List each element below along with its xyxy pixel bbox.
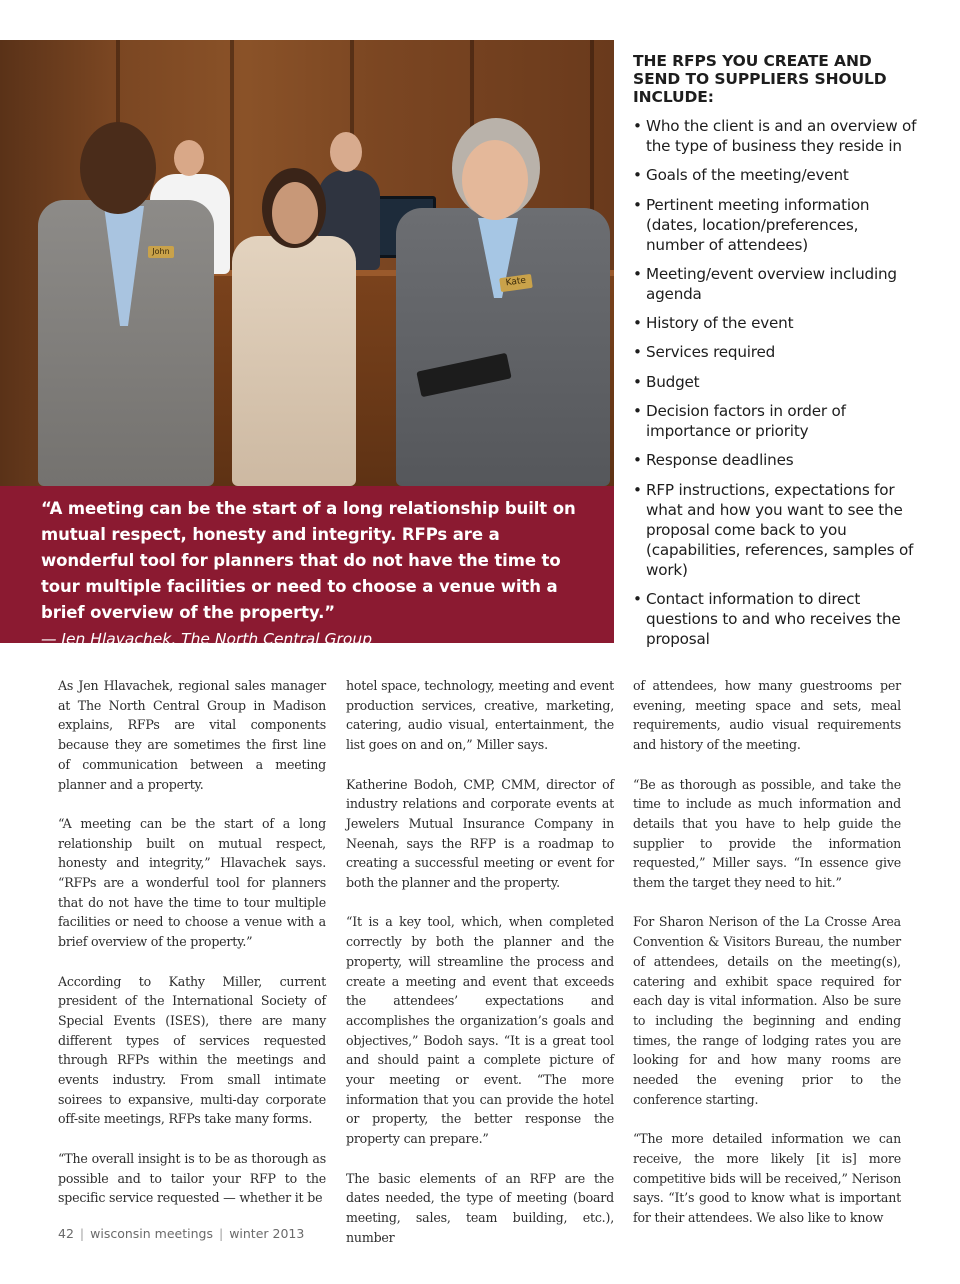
list-item: • RFP instructions, expectations for what and how you want to see the proposal come back to you (capabilities, references, samples of work) bbox=[633, 480, 914, 579]
checklist bbox=[633, 116, 918, 649]
pull-quote bbox=[0, 486, 614, 648]
paragraph: “It is a key tool, which, when completed correctly by both the planner and the property, will streamline the process and create a meeting and event that exceeds the attendees’ expectations and accomplishes the organization’s goals and objectives,” Bodoh says. “It is a great tool and should paint a complete picture of your meeting or event. “The more information that you can provide the hotel or property, the better response the property can prepare.” bbox=[346, 914, 614, 1147]
paragraph: The basic elements of an RFP are the dates needed, the type of meeting (board meeting, sales, team building, etc.), number bbox=[346, 1170, 614, 1245]
bullet-icon: • bbox=[633, 314, 642, 333]
pull-quote-attribution: — Jen Hlavachek, The North Central Group bbox=[41, 630, 373, 648]
rfp-checklist-sidebar bbox=[633, 52, 918, 658]
article-column-3 bbox=[633, 676, 901, 1247]
list-item: • Meeting/event overview including agenda bbox=[633, 264, 897, 303]
paragraph: As Jen Hlavachek, regional sales manager at The North Central Group in Madison explains, RFPs are vital components because they are sometimes the first line of communication between a meeting planner and a property. bbox=[58, 678, 326, 792]
sidebar-title: THE RFPS YOU CREATE AND SEND TO SUPPLIERS SHOULD INCLUDE: bbox=[633, 52, 887, 106]
paragraph: “Be as thorough as possible, and take the time to include as much information and details that you have to help guide the supplier to provide the information requested,” Miller says. “In essence give them the target they need to hit.” bbox=[633, 776, 901, 891]
paragraph: “A meeting can be the start of a long relationship built on mutual respect, honesty and integrity,” Hlavachek says. “RFPs are a wonderful tool for planners that do not have the time to tour multiple facilities or need to choose a venue with a brief overview of the property.” bbox=[58, 815, 326, 950]
bullet-icon: • bbox=[633, 264, 642, 283]
bullet-icon: • bbox=[633, 480, 642, 499]
footer-separator: | bbox=[79, 1226, 85, 1241]
paragraph: “The overall insight is to be as thorough as possible and to tailor your RFP to the specific service requested — whether it be bbox=[58, 1150, 326, 1206]
paragraph: “The more detailed information we can receive, the more likely [it is] more competitive bids will be received,” Nerison says. “It’s good to know what is important for their attendees. We also like to know bbox=[633, 1131, 901, 1225]
name-badge: Kate bbox=[499, 274, 533, 292]
pull-quote-text: “A meeting can be the start of a long relationship built on mutual respect, honesty and integrity. RFPs are a wonderful tool for planners that do not have the time to tour multiple facilities or need to choose a venue with a brief overview of the property.” bbox=[41, 499, 576, 622]
bullet-icon: • bbox=[633, 195, 642, 214]
list-item: • History of the event bbox=[633, 314, 794, 333]
list-item: • Goals of the meeting/event bbox=[633, 166, 849, 185]
list-item: • Who the client is and an overview of the type of business they reside in bbox=[633, 117, 917, 155]
footer-separator: | bbox=[218, 1226, 224, 1241]
list-item: • Pertinent meeting information (dates, location/preferences, number of attendees) bbox=[633, 195, 870, 254]
bullet-icon: • bbox=[633, 117, 642, 135]
page-footer bbox=[58, 1226, 304, 1241]
paragraph: For Sharon Nerison of the La Crosse Area Convention & Visitors Bureau, the number of attendees, details on the meeting(s), catering and exhibit space required for each day is vital information. Also be sure to including the beginning and ending times, the range of lodging rates you are looking for and how many rooms are needed the evening prior to the conference starting. bbox=[633, 914, 901, 1107]
paragraph: hotel space, technology, meeting and event production services, creative, marketing, catering, audio visual, entertainment, the list goes on and on,” Miller says. bbox=[346, 678, 614, 753]
bullet-icon: • bbox=[633, 372, 642, 391]
paragraph: According to Kathy Miller, current president of the International Society of Special Events (ISES), there are many different types of services requested through RFPs within the meetings and events industry. From small intimate soirees to expansive, multi-day corporate off-site meetings, RFPs take many forms. bbox=[58, 973, 326, 1127]
issue-date: winter 2013 bbox=[229, 1226, 305, 1241]
bullet-icon: • bbox=[633, 589, 642, 608]
article-column-1 bbox=[58, 676, 326, 1228]
list-item: • Decision factors in order of importance or priority bbox=[633, 402, 846, 441]
paragraph: Katherine Bodoh, CMP, CMM, director of industry relations and corporate events at Jewelers Mutual Insurance Company in Neenah, says the RFP is a roadmap to creating a successful meeting or event for both the planner and the property. bbox=[346, 776, 614, 891]
publication-name: wisconsin meetings bbox=[90, 1226, 213, 1241]
bullet-icon: • bbox=[633, 166, 642, 185]
article-column-2 bbox=[346, 676, 614, 1267]
list-item: • Budget bbox=[633, 372, 700, 391]
bullet-icon: • bbox=[633, 343, 642, 362]
list-item: • Contact information to direct questions to and who receives the proposal bbox=[633, 589, 901, 648]
paragraph: of attendees, how many guestrooms per evening, meeting space and sets, meal requirements, audio visual requirements and history of the meeting. bbox=[633, 678, 901, 753]
name-badge: John bbox=[148, 246, 174, 258]
bullet-icon: • bbox=[633, 402, 642, 421]
page-number: 42 bbox=[58, 1226, 74, 1241]
hero-photo bbox=[0, 40, 614, 486]
list-item: • Services required bbox=[633, 343, 776, 362]
list-item: • Response deadlines bbox=[633, 451, 794, 470]
bullet-icon: • bbox=[633, 451, 642, 470]
